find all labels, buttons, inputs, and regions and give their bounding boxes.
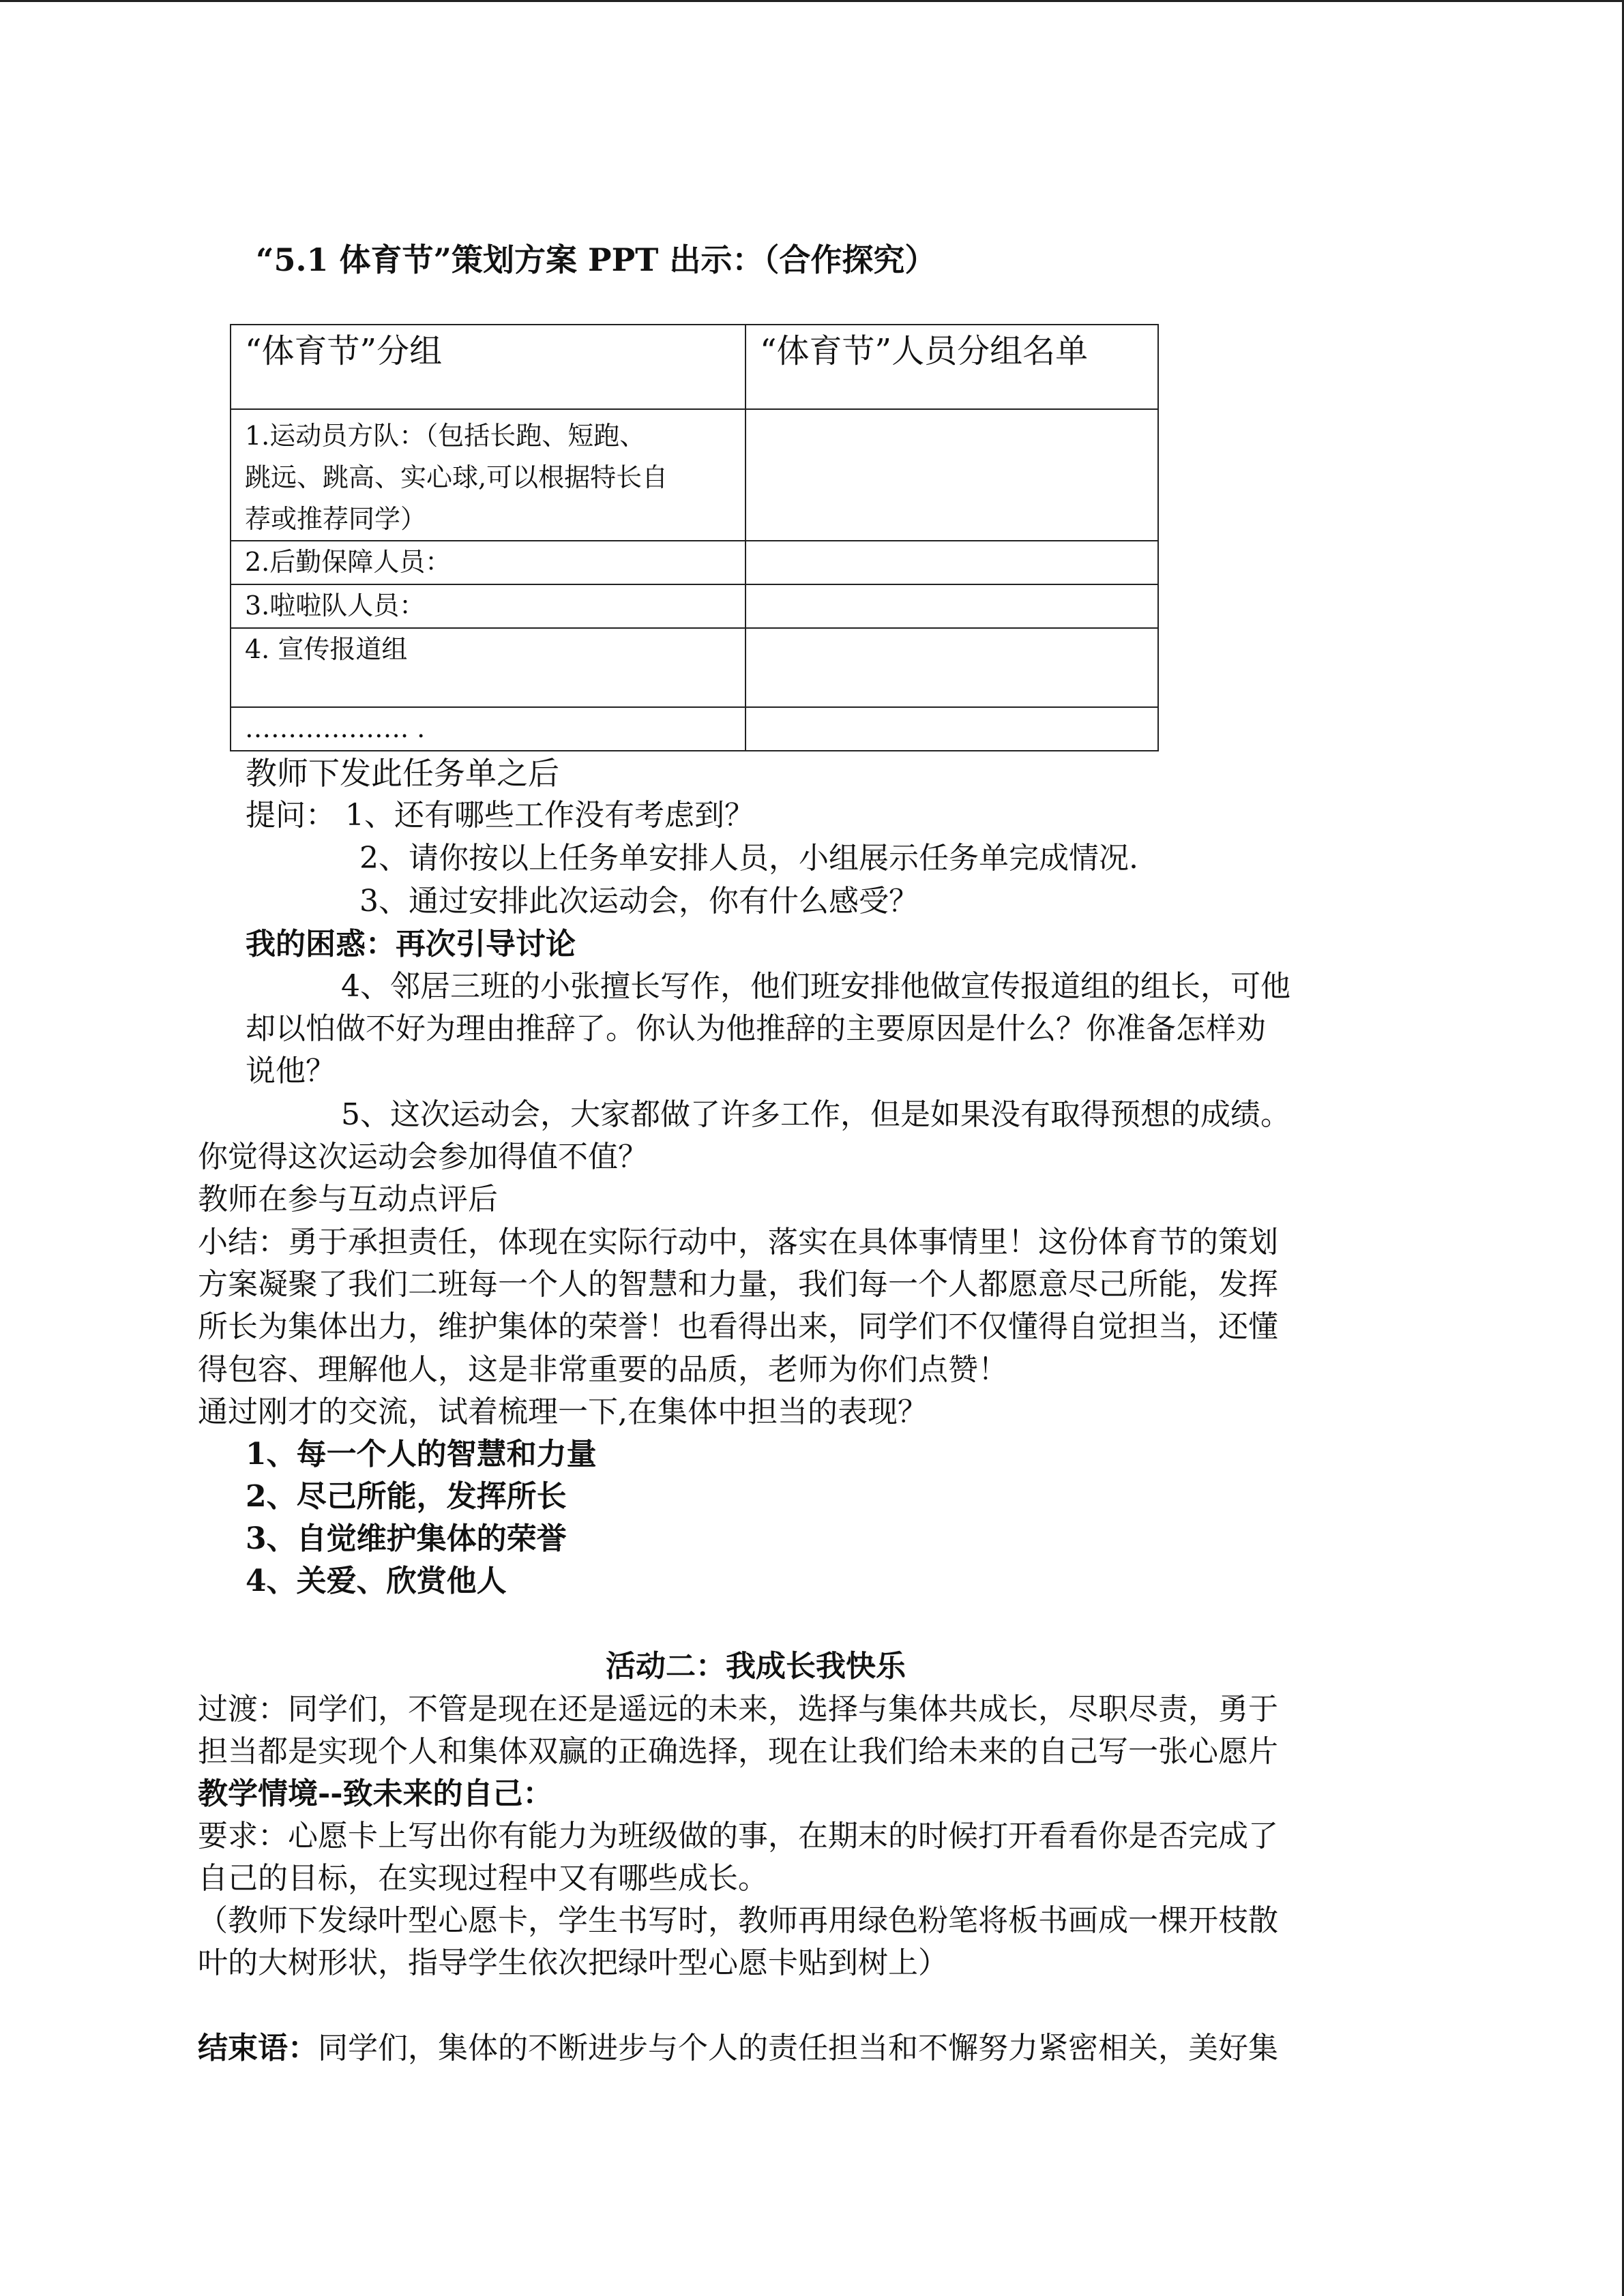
summary-line: 得包容、理解他人，这是非常重要的品质，老师为你们点赞！ xyxy=(198,1352,1008,1387)
closing-label: 结束语： xyxy=(198,2031,318,2066)
grouping-table xyxy=(230,324,1159,751)
point-item: 4、关爱、欣赏他人 xyxy=(246,1564,507,1598)
table-header-names: “体育节”人员分组名单 xyxy=(745,325,1158,409)
question-line: 却以怕做不好为理由推辞了。你认为他推辞的主要原因是什么？你准备怎样劝 xyxy=(246,1011,1266,1046)
cell-line: 3.啦啦队人员： xyxy=(245,591,426,621)
table-header-group: “体育节”分组 xyxy=(231,325,745,409)
table-cell-names xyxy=(745,707,1158,751)
point-item: 2、尽己所能，发挥所长 xyxy=(246,1479,567,1514)
question-line: 3、通过安排此次运动会，你有什么感受？ xyxy=(359,884,919,919)
table-row xyxy=(231,584,1158,628)
question-line: 你觉得这次运动会参加得值不值？ xyxy=(198,1139,648,1174)
summary-line: 小结：勇于承担责任，体现在实际行动中，落实在具体事情里！这份体育节的策划 xyxy=(198,1225,1278,1259)
table-cell-names xyxy=(745,584,1158,628)
point-item: 3、自觉维护集体的荣誉 xyxy=(246,1521,567,1556)
question-line: 5、这次运动会，大家都做了许多工作，但是如果没有取得预想的成绩。 xyxy=(341,1097,1290,1132)
activity-title: 活动二：我成长我快乐 xyxy=(606,1649,906,1684)
cell-line: 2.后勤保障人员： xyxy=(245,547,452,577)
text-line: 要求：心愿卡上写出你有能力为班级做的事，在期末的时候打开看看你是否完成了 xyxy=(198,1819,1278,1853)
question-line: 4、邻居三班的小张擅长写作，他们班安排他做宣传报道组的组长，可他 xyxy=(341,969,1290,1004)
cell-line: 荐或推荐同学） xyxy=(245,504,427,534)
table-cell-names xyxy=(745,409,1158,541)
subheading: 我的困惑：再次引导讨论 xyxy=(246,927,576,961)
table-cell-names xyxy=(745,541,1158,584)
table-row xyxy=(231,409,1158,541)
table-cell-group xyxy=(231,541,745,584)
table-cell-group xyxy=(231,584,745,628)
question-line: 2、请你按以上任务单安排人员，小组展示任务单完成情况. xyxy=(359,841,1138,876)
table-row xyxy=(231,541,1158,584)
text-line: 叶的大树形状，指导学生依次把绿叶型心愿卡贴到树上） xyxy=(198,1945,948,1980)
text-line: 自己的目标，在实现过程中又有哪些成长。 xyxy=(198,1861,768,1896)
closing-text: 同学们，集体的不断进步与个人的责任担当和不懈努力紧密相关，美好集 xyxy=(318,2031,1278,2066)
summary-line: 所长为集体出力，维护集体的荣誉！也看得出来，同学们不仅懂得自觉担当，还懂 xyxy=(198,1309,1278,1344)
table-cell-names xyxy=(745,628,1158,707)
question-line: 提问： 1、还有哪些工作没有考虑到？ xyxy=(246,798,754,833)
section-heading: “5.1 体育节”策划方案 PPT 出示：（合作探究） xyxy=(256,241,936,278)
cell-line: 4. 宣传报道组 xyxy=(245,634,408,664)
table-cell-group xyxy=(231,707,745,751)
text-line: 过渡：同学们，不管是现在还是遥远的未来，选择与集体共成长，尽职尽责，勇于 xyxy=(198,1692,1278,1727)
text-line: （教师下发绿叶型心愿卡，学生书写时，教师再用绿色粉笔将板书画成一棵开枝散 xyxy=(198,1903,1278,1938)
cell-line: 1.运动员方队：（包括长跑、短跑、 xyxy=(245,421,646,451)
summary-line: 方案凝聚了我们二班每一个人的智慧和力量，我们每一个人都愿意尽己所能，发挥 xyxy=(198,1267,1278,1302)
cell-line: 跳远、跳高、实心球,可以根据特长自 xyxy=(245,462,668,492)
subheading: 教学情境--致未来的自己： xyxy=(198,1776,553,1811)
table-header-row xyxy=(231,325,1158,409)
table-cell-group xyxy=(231,409,745,541)
text-line: 教师在参与互动点评后 xyxy=(198,1182,498,1217)
cell-line: ………………. . xyxy=(245,713,426,743)
point-item: 1、每一个人的智慧和力量 xyxy=(246,1437,597,1472)
text-line: 担当都是实现个人和集体双赢的正确选择，现在让我们给未来的自己写一张心愿片 xyxy=(198,1734,1278,1769)
text-line: 通过刚才的交流，试着梳理一下,在集体中担当的表现？ xyxy=(198,1395,928,1429)
closing-line xyxy=(198,2027,1278,2070)
text-line: 教师下发此任务单之后 xyxy=(246,755,559,792)
table-row xyxy=(231,628,1158,707)
table-cell-group xyxy=(231,628,745,707)
table-row xyxy=(231,707,1158,751)
question-line: 说他？ xyxy=(246,1054,336,1088)
